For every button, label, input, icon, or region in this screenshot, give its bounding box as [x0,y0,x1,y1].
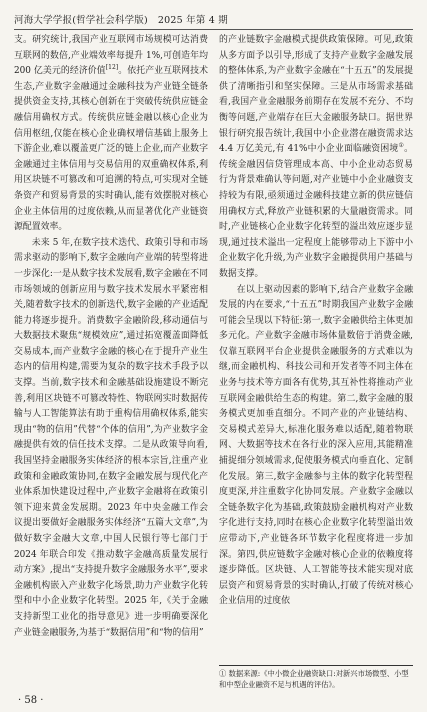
paragraph: 支。研究统计,我国产业互联网市场规模可达消费互联网的数倍,产业端效率每提升 1%,可创造年均 200 亿美元的经济价值[12]。依托产业互联网技术生态,产业数字金融通过金融科技为产业链全链条提供资金支持,其核心创新在于突破传统供应链金融信用确权方式。传统供应链金融以核心企业为信用枢纽,仅能在核心企业确权增信基础上服务上下游企业,难以覆盖更广泛的链上企业,而产业数字金融通过主体信用与交易信用的双重确权体系,利用区块链不可篡改和可追溯的特点,可实现对全链条资产和贸易背景的实时确认,能有效摆脱对核心企业主体信用的过度依赖,从而显著优化产业链资源配置效率。 [14,35,208,233]
paragraph: 的产业链数字金融模式提供政策保障。可见,政策从多方面予以引导,形成了支持产业数字金融发展的整体体系,为产业数字金融在“十五五”的发展提供了清晰指引和坚实保障。三是从市场需求基础看,我国产业金融服务前期存在发展不充分、不均衡等问题,产业端存在巨大金融服务缺口。据世界银行研究报告统计,我国中小企业潜在融资需求达 4.4 万亿美元,有 41%中小企业面临融资困境①。传统金融因信贷管理成本高、中小企业动态贸易行为背景难确认等问题,对产业链中小企业融资支持较为有限,亟须通过金融科技建立新的供应链信用确权方式,释放产业链积累的大量融资需求。同时,产业链核心企业数字化转型的溢出效应逐步显现,通过技术溢出一定程度上能够带动上下游中小企业数字化升级,为产业数字金融提供用户基础与数据支撑。 [219,35,413,279]
header-rule [14,29,413,30]
footnote: ① 数据来源:《中小微企业融资缺口:对新兴市场微型、小型和中型企业融资不足与机遇的评估》。 [219,665,413,690]
issue-label: 2025 年第 4 期 [157,15,228,26]
journal-title: 河海大学学报(哲学社会科学版) [14,15,148,26]
paragraph: 在以上驱动因素的影响下,结合产业数字金融发展的内在要求,“十五五”时期我国产业数字金融可能会呈现以下特征:第一,数字金融供给主体更加多元化。产业数字金融市场体量数倍于消费金融,仅靠互联网平台企业提供金融服务的方式难以为继,而金融机构、科技公司和开发者等不同主体在业务与技术等方面各有优势,其互补性将推动产业互联网金融供给生态的构建。第二,数字金融的服务模式更加垂直细分。不同产业的产业链结构、交易模式差异大,标准化服务难以适配,随着物联网、大数据等技术在各行业的深入应用,其能精准捕捉细分领域需求,促使服务模式向垂直化、定制化发展。第三,数字金融参与主体的数字化转型程度更深,并注重数字化协同发展。产业数字金融以全链条数字化为基础,政策鼓励金融机构对产业数字化进行支持,同时在核心企业数字化转型溢出效应带动下,产业链各环节数字化程度将进一步加深。第四,供应链数字金融对核心企业的依赖度将逐步降低。区块链、人工智能等技术能实现对底层资产和贸易背景的实时确认,打破了传统对核心企业信用的过度依 [219,284,413,607]
running-header [14,10,413,28]
citation-marker: [12] [105,64,119,72]
right-column [219,33,413,688]
page-body [14,33,413,690]
paragraph: 未来 5 年,在数字技术迭代、政策引导和市场需求驱动的影响下,数字金融向产业端的转型将进一步深化:一是从数字技术发展看,数字金融在不同市场领域的创新应用与数字技术发展水平紧密相关,随着数字技术的创新迭代,数字金融的产业适配能力将逐步提升。消费数字金融阶段,移动通信与大数据技术聚焦“规模效应”,通过拓宽覆盖面降低交易成本,而产业数字金融的核心在于提升产业生态内的信用构建,需要为复杂的数字技术手段予以支撑。当前,数字技术和金融基础设施建设不断完善,利用区块链不可篡改特性、物联网实时数据传输与人工智能算法有助于重构信用确权体系,能实现由“物的信用”代替“个体的信用”,为产业数字金融提供有效的信任技术支撑。二是从政策导向看,我国坚持金融服务实体经济的根本宗旨,注重产业政策和金融政策协同,在数字金融发展与现代化产业体系加快建设过程中,产业数字金融将在政策引领下迎来黄金发展期。2023 年中央金融工作会议提出要做好金融服务实体经济“五篇大文章”,为做好数字金融大文章,中国人民银行等七部门于 2024 年联合印发《推动数字金融高质量发展行动方案》,提出“支持提升数字金融服务水平”,要求金融机构嵌入产业数字化场景,助力产业数字化转型和中小企业数字化转型。2025 年,《关于金融支持新型工业化的指导意见》进一步明确要深化产业链金融服务,为基于“数据信用”和“物的信用” [14,237,208,638]
left-column [14,33,208,688]
page-number: · 58 · [18,695,44,706]
footnote-marker: ① [398,142,405,150]
